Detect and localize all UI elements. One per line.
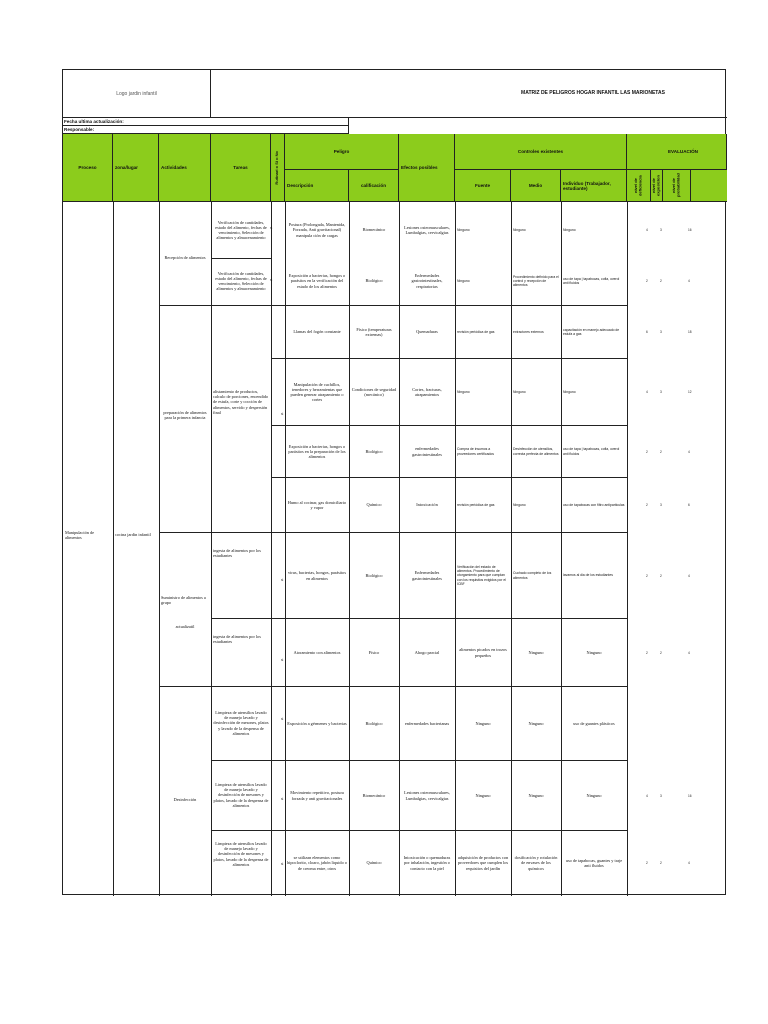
rutinario-4: si	[281, 658, 284, 662]
row-6-eval-0: 2	[646, 573, 648, 578]
actividad-preparacion: preparación de alimentos para la primera infancia	[163, 409, 207, 420]
row-0-fue: Ninguno	[457, 227, 470, 232]
col-eval-exposicion: nivel de exposicion	[651, 170, 663, 202]
col-controles: Controles existentes	[455, 134, 627, 170]
actividad-desinfeccion: Desinfección	[173, 797, 197, 803]
row-1-eval-2: 4	[688, 279, 690, 283]
rutinario-6: si	[281, 797, 284, 801]
col-medio: Medio	[511, 170, 561, 202]
grid-line	[271, 202, 272, 896]
logo-placeholder: Logo jardin infantil	[63, 70, 211, 118]
row-5-eval-0: 2	[646, 503, 648, 507]
row-3-eval-2: 12	[688, 390, 692, 394]
rutinario-5: si	[281, 717, 284, 721]
row-9-eval-0: 4	[646, 793, 648, 798]
tarea-6: Limpieza de utensilios lavado de manejo lavado y desinfección de mesones y platos, lavado de la despensa de alimentos	[213, 781, 269, 808]
row-2-efe: Quemaduras	[416, 329, 438, 335]
row-1-med: Procedimiento definido para el control y recepción de alimentos	[513, 274, 559, 288]
col-efectos: Efectos posibles	[399, 134, 455, 202]
row-1-fue: Ninguno	[457, 278, 470, 283]
row-2-cal: Físico (temperaturas extremas)	[356, 326, 392, 337]
tarea-7: Limpieza de utensilios lavado de manejo lavado y desinfección de mesones y platos, lavado de la despensa de alimentos	[213, 840, 269, 867]
row-10-fue: adquisición de productos con proveedores que cumplen los requisitos del jardín	[457, 855, 509, 871]
row-6-desc: virus, bacterias, hongos, parásitos en alimentos	[288, 570, 346, 581]
fecha-actualizacion-label: Fecha ultima actualización:	[63, 118, 349, 126]
row-2-med: extractores externos	[513, 329, 544, 334]
row-5-med: Ninguno	[513, 502, 526, 507]
row-3-desc: Manipulación de cuchillos, tenedores y herramientas que pueden generar atrapamiento o cortes	[290, 381, 344, 403]
row-4-cal: Biológico	[365, 448, 383, 454]
col-descripcion: Descripción	[285, 170, 349, 202]
row-10-med: dosificación y rotulación de envases de los químicos	[514, 855, 558, 871]
row-4-eval-1: 2	[660, 449, 662, 454]
row-6-efe: Enfermedades gastrointestinales	[412, 570, 442, 581]
rutinario-3: si	[281, 578, 284, 582]
row-line	[211, 760, 627, 761]
row-line	[211, 830, 627, 831]
row-line	[271, 358, 627, 359]
row-1-ind: uso de tapa | tapabocas, cofia, overol anti fluidos	[563, 276, 620, 285]
row-9-cal: Biomecánico	[362, 792, 386, 798]
row-0-desc: Postura (Prolongada, Mantenida, Forzada, Anti gravitacional) manipula ción de cargas	[288, 222, 346, 238]
zona-value: cocina jardin infantil	[115, 532, 151, 538]
actividad-recepcion: Recepción de alimentos	[164, 255, 206, 261]
row-0-efe: Lesiones osteomusculares, Lumbalgias, cervicalgias	[404, 224, 450, 235]
row-7-ind: Ninguno	[586, 649, 602, 655]
row-2-eval-0: 6	[646, 330, 648, 334]
row-10-eval-0: 2	[646, 861, 648, 865]
row-8-efe: enfermedades bacterianas	[404, 720, 450, 726]
row-10-ind: uso de tapabocas, guantes y traje anti fluidos	[565, 857, 623, 868]
row-3-fue: Ninguno	[457, 389, 470, 394]
row-7-fue: alimentos picados en trozos pequeños	[459, 647, 507, 658]
row-8-cal: Biológico	[365, 720, 383, 726]
col-calificacion: calificación	[349, 170, 399, 202]
row-4-desc: Exposición a bacterias, hongos o parásitos en la preparación de los alimentos	[288, 443, 346, 460]
col-fuente: Fuente	[455, 170, 511, 202]
row-7-eval-1: 2	[660, 650, 662, 655]
row-6-med: Cuchado completo de los alimentos	[513, 571, 552, 580]
row-2-eval-1: 3	[660, 330, 662, 334]
row-1-eval-0: 2	[646, 279, 648, 283]
row-3-ind: Ninguno	[563, 389, 576, 394]
row-line	[159, 532, 627, 533]
hazard-matrix-sheet	[62, 69, 726, 895]
row-5-desc: Humo al cocinar, gas domiciliario y vapor	[287, 499, 347, 510]
col-eval-probabilidad: nivel de probabilidad	[663, 170, 691, 202]
row-5-eval-1: 3	[660, 503, 662, 507]
row-2-eval-2: 18	[688, 330, 692, 334]
row-3-med: Ninguno	[513, 389, 526, 394]
row-3-efe: Cortes, fracturas, atrapamientos	[412, 386, 442, 397]
col-tareas: Tareas	[211, 134, 271, 202]
row-9-fue: Ninguno	[475, 792, 491, 798]
col-zona: zona/lugar	[113, 134, 159, 202]
proceso-value: Manipulación de alimentos	[65, 529, 94, 540]
rutinario-0: si	[270, 226, 273, 230]
tarea-2: alistamiento de productos, calculo de porciones, encendido de estufa, corte y cocción de alimentos, servido y despersión final	[213, 388, 269, 415]
row-10-cal: Químico	[366, 860, 382, 866]
col-peligro: Peligro	[285, 134, 399, 170]
row-line	[159, 305, 627, 306]
row-10-desc: se utilizan elementos como hipoclorito, cloaro, jabón liquido o de creoma entre, otros	[287, 855, 347, 871]
row-line	[271, 425, 627, 426]
row-5-ind: uso de tapabocas con filtro antiparticulas	[563, 502, 625, 507]
row-0-cal: Biomecánico	[362, 227, 386, 233]
row-5-cal: Químico	[366, 502, 382, 508]
row-9-med: Ninguno	[528, 792, 544, 798]
row-6-fue: Verificación del estado de alimentos. Procedimiento de otorgamiento para que cumplan con los requisitos exigidos por el ICBF	[457, 564, 507, 586]
grid-line	[627, 202, 628, 896]
actividad-suministro: Suministro de alimentos a grupo	[161, 594, 206, 605]
row-2-fue: revisión periódica de gas	[457, 329, 495, 334]
row-line	[211, 618, 627, 619]
row-1-efe: Enfermedades gastrointestinales, respiratorias	[411, 273, 443, 289]
row-8-fue: Ninguno	[475, 720, 491, 726]
rutinario-7: si	[281, 862, 284, 866]
row-9-eval-2: 16	[688, 793, 692, 798]
row-4-efe: enfermedades gastrointestinales	[412, 446, 442, 457]
row-7-eval-2: 4	[688, 650, 690, 655]
row-9-eval-1: 3	[660, 793, 662, 798]
row-7-med: Ninguno	[528, 649, 544, 655]
row-9-desc: Movimiento repetitivo, postura forzada y anti gravitacionales	[290, 790, 344, 801]
row-2-desc: Llamas del fogón constante	[293, 329, 341, 335]
row-0-ind: Ninguno	[563, 227, 576, 232]
row-line	[271, 477, 627, 478]
row-5-fue: revisión periódica de gas	[457, 502, 495, 507]
row-10-eval-2: 4	[688, 861, 690, 865]
row-7-efe: Ahogo parcial	[414, 649, 440, 655]
col-eval-deficiencia: nivel de deficiencia	[627, 170, 651, 202]
tarea-0: Verificación de cantidades, estado del alimento, fechas de vencimiento, Selección de alimentos y almacenamiento	[215, 219, 267, 241]
row-4-eval-2: 4	[688, 449, 690, 454]
row-1-cal: Biológico	[365, 278, 383, 284]
responsable-label: Responsable:	[63, 126, 349, 134]
row-9-ind: Ninguno	[586, 792, 602, 798]
tarea-5: Limpieza de utensilios lavado de manejo lavado y desinfección de mesones, platos y lavado de la despensa de alimentos	[213, 709, 269, 736]
row-0-eval-1: 3	[660, 228, 662, 232]
col-individuo: Individuo (Trabajador, estudiante)	[561, 170, 627, 202]
col-eval-extra	[691, 170, 727, 202]
row-0-med: Ninguno	[513, 227, 526, 232]
row-5-eval-2: 6	[688, 503, 690, 507]
row-8-desc: Exposición a gérmenes y bacterias	[287, 720, 347, 726]
row-0-eval-0: 4	[646, 228, 648, 232]
row-6-cal: Biológico	[365, 572, 383, 578]
col-actividades: Actividades	[159, 134, 211, 202]
row-4-eval-0: 2	[646, 449, 648, 454]
col-evaluacion: EVALUACIÓN	[627, 134, 727, 170]
row-6-eval-1: 2	[660, 573, 662, 578]
row-10-eval-1: 2	[660, 861, 662, 865]
row-9-efe: Lesiones osteomusculares, Lumbalgias, cervicalgias	[404, 790, 450, 801]
row-line	[159, 686, 627, 687]
col-proceso: Proceso	[63, 134, 113, 202]
tarea-4: ingesta de alimentos por los estudiantes	[213, 634, 261, 645]
tarea-3: ingesta de alimentos por los estudiantes	[213, 548, 261, 559]
row-3-cal: Condiciones de seguridad (mecánico)	[351, 386, 397, 397]
row-5-efe: Intoxicación	[416, 502, 438, 508]
row-4-med: Desinfección de utensilios, correcta perfecta de alimentos	[513, 447, 559, 456]
row-7-desc: Atoramiento con alimentos	[293, 649, 341, 655]
rutinario-1: si	[270, 278, 273, 282]
row-3-eval-0: 4	[646, 390, 648, 394]
col-rutinario: Rutinari o Si o No	[271, 134, 285, 202]
row-6-ind: lavamos al dia de los estudiantes	[563, 573, 613, 578]
row-4-ind: uso de tapa | tapabocas, cofia, overol anti fluidos	[563, 447, 620, 456]
row-8-med: Ninguno	[528, 720, 544, 726]
tarea-1: Verificación de cantidades, estado del alimento, fechas de vencimiento, Selección de alimentos y almacenamiento	[215, 270, 267, 292]
sheet-header	[63, 70, 727, 118]
row-8-ind: uso de guantes plásticos	[573, 720, 615, 726]
row-4-fue: Compra de insumos a proveedores certificados	[457, 447, 494, 456]
row-6-eval-2: 4	[688, 573, 690, 578]
rutinario-2: si	[281, 412, 284, 416]
row-1-desc: Exposición a bacterias, hongos o parásitos en la verificación del estado de los alimentos	[288, 273, 346, 289]
row-2-ind: capacitación en manejo adecuado de estufa a gas	[563, 327, 620, 336]
row-0-eval-2: 16	[688, 228, 692, 232]
row-7-eval-0: 2	[646, 650, 648, 655]
matrix-title: MATRIZ DE PELIGROS HOGAR INFANTIL LAS MARIONETAS	[521, 90, 665, 96]
row-10-efe: Intoxicación o quemaduras por inhalación, ingestión o contacto con la piel	[403, 855, 451, 871]
row-1-eval-1: 2	[660, 279, 662, 283]
row-3-eval-1: 3	[660, 390, 662, 394]
row-7-cal: Físico	[368, 649, 380, 655]
actividad-extra: actualizatil	[175, 624, 195, 630]
